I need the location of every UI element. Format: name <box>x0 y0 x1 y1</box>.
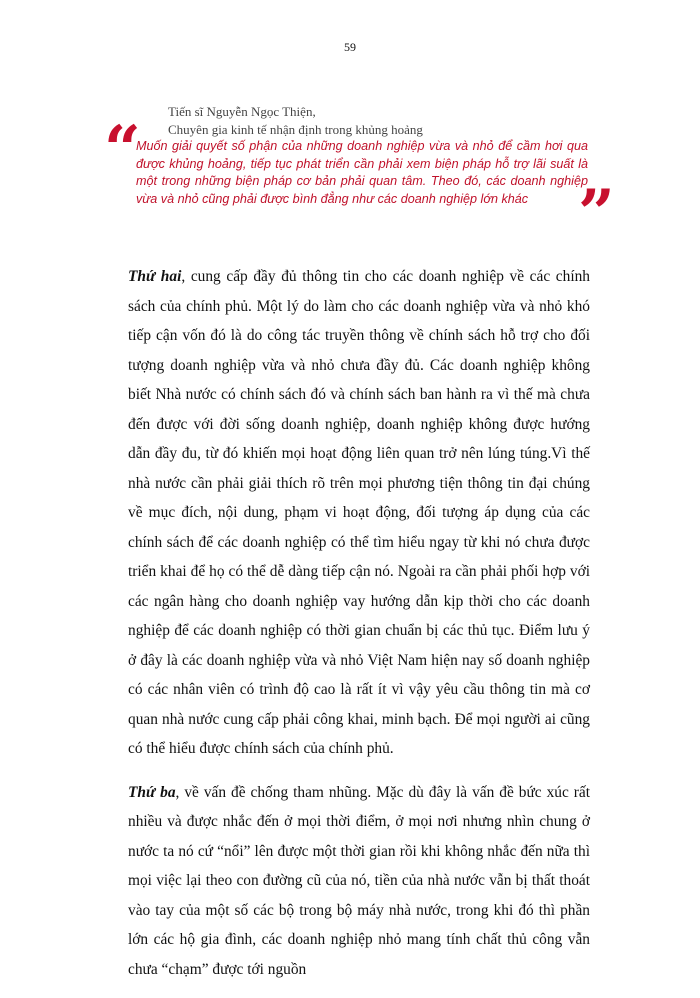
attribution-role: Chuyên gia kinh tế nhận định trong khủng hoảng <box>168 122 423 137</box>
paragraph-thu-hai <box>128 262 590 764</box>
paragraph-lead: Thứ hai <box>128 268 182 285</box>
attribution-name: Tiến sĩ Nguyễn Ngọc Thiện, <box>168 104 316 119</box>
page-number: 59 <box>344 40 356 54</box>
body-text <box>128 262 590 998</box>
paragraph-body: , về vấn đề chống tham nhũng. Mặc dù đây là vấn đề bức xúc rất nhiều và được nhắc đến ở mọi thời điểm, ở mọi nơi nhưng nhìn chung ở nước ta nó cứ “nổi” lên được một thời gian rồi khi không nhắc đến nữa thì mọi việc lại theo con đường cũ của nó, tiền của nhà nước vẫn bị thất thoát vào tay của một số các bộ trong bộ máy nhà nước, trong khi đó thì phần lớn các hộ gia đình, các doanh nghiệp nhỏ mang tính chất thủ công vẫn chưa “chạm” được tới nguồn <box>128 783 591 978</box>
open-quote-icon: “ <box>104 112 141 187</box>
quote-attribution <box>168 103 423 139</box>
close-quote-icon: ” <box>578 176 615 251</box>
paragraph-thu-ba <box>128 778 590 985</box>
paragraph-body: , cung cấp đầy đủ thông tin cho các doanh nghiệp về các chính sách của chính phủ. Một lý do làm cho các doanh nghiệp vừa và nhỏ khó tiếp cận vốn đó là do công tác truyền thông về chính sách hỗ trợ cho đối tượng doanh nghiệp vừa và nhỏ chưa đầy đủ. Các doanh nghiệp không biết Nhà nước có chính sách đó và chính sách ban hành ra vì thế mà chưa đến được với đời sống doanh nghiệp, doanh nghiệp không được hướng dẫn đầy đu, từ đó khiến mọi hoạt động liên quan trở nên lúng túng.Vì thế nhà nước cần phải giải thích rõ trên mọi phương tiện thông tin đại chúng về mục đích, nội dung, phạm vi hoạt động, đối tượng áp dụng của các chính sách để các doanh nghiệp có thể tìm hiểu ngay từ khi nó chưa được triển khai để họ có thể dễ dàng tiếp cận nó. Ngoài ra cần phải phối hợp với các ngân hàng cho doanh nghiệp vay hướng dẫn kịp thời cho các doanh nghiệp để các doanh nghiệp có thời gian chuẩn bị các thủ tục. Điểm lưu ý ở đây là các doanh nghiệp vừa và nhỏ Việt Nam hiện nay số doanh nghiệp có các nhân viên có trình độ cao là rất ít vì vậy yêu cầu thông tin mà cơ quan nhà nước cung cấp phải công khai, minh bạch. Để mọi người ai cũng có thể hiểu được chính sách của chính phủ. <box>128 268 590 757</box>
paragraph-lead: Thứ ba <box>128 783 176 801</box>
pull-quote-text: Muốn giải quyết số phận của những doanh nghiệp vừa và nhỏ để cầm hơi qua được khủng hoảng, tiếp tục phát triển cần phải xem biện pháp hỗ trợ lãi suất là một trong những biện pháp cơ bản phải quan tâm. Theo đó, các doanh nghiệp vừa và nhỏ cũng phải được bình đẳng như các doanh nghiệp lớn khác <box>136 139 588 206</box>
